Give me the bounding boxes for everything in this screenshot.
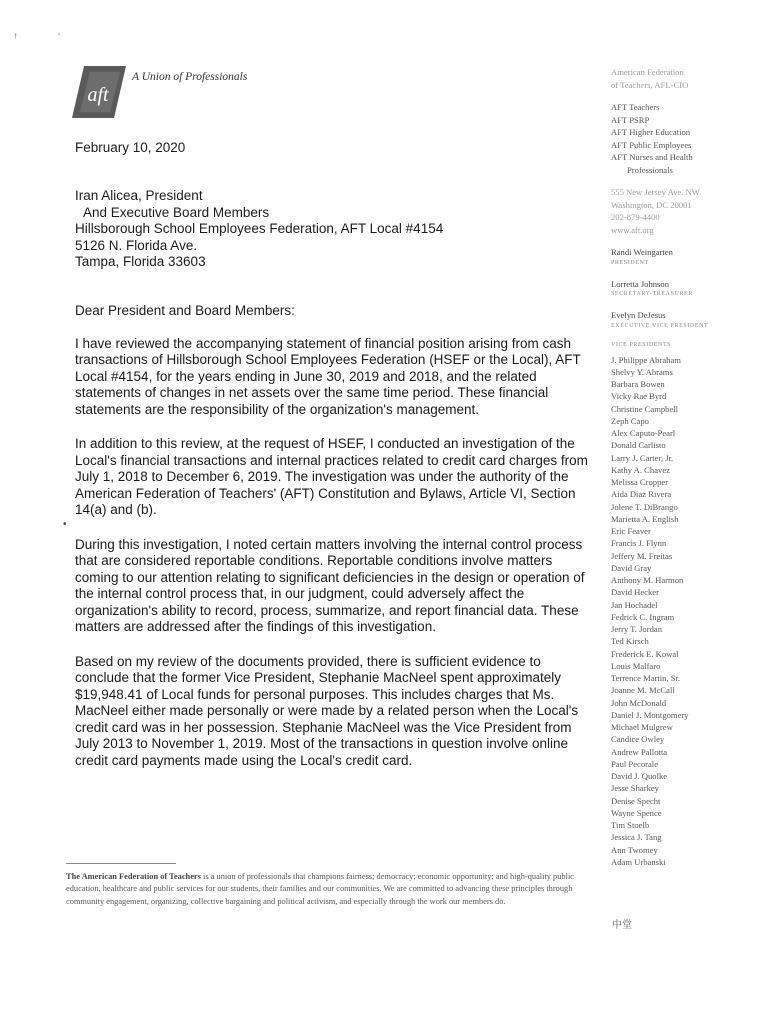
vice-president-name: Candice Owley [611,734,665,745]
recipient-address [75,188,595,271]
officer [611,246,761,268]
vice-president-name: Eric Feaver [611,526,651,536]
vice-president-name: Francis J. Flynn [611,538,667,549]
body-paragraph: During this investigation, I noted certain matters involving the internal control process that are considered reportable conditions. Reportable conditions involve matters coming to our attention relating to significant deficiencies in the design or operation of the internal control process that, in our judgment, could adversely affect the organization's ability to record, process, summarize, and report financial data. These matters are addressed after the findings of this investigation. [75,536,585,634]
vice-president-name: Christine Campbell [611,403,679,414]
officer-title: PRESIDENT [611,259,649,266]
vice-president-name: Jolene T. DiBrango [611,501,678,512]
address-line: Hillsborough School Employees Federation, AFT Local #4154 [75,221,444,236]
officer [611,309,761,331]
vice-president-name: Ted Kirsch [611,636,649,647]
officer [611,278,761,300]
website: www.aft.org [611,224,654,235]
vice-president-name: David Gray [611,562,652,573]
vice-president-name: Michael Mulgrew [611,722,673,732]
vice-president-name: Larry J. Carter, Jr. [611,452,674,463]
letter-date: February 10, 2020 [75,140,186,155]
letter-body [75,140,595,787]
address-line: 5126 N. Florida Ave. [75,237,198,253]
affiliate-item: AFT Public Employees [611,139,692,150]
address-line: Iran Alicea, President [75,188,203,203]
vice-presidents-list [611,354,761,869]
vice-president-name: Frederick E. Kowal [611,648,679,659]
body-paragraph: In addition to this review, at the request of HSEF, I conducted an investigation of the Local's financial transactions and internal practices related to credit card charges from July 1, 2018 to December 6, 2019. The investigation was under the authority of the American Federation of Teachers' (AFT) Constitution and Bylaws, Article VI, Section 14(a) and (b). [75,436,588,517]
vice-president-name: Daniel J. Montgomery [611,709,689,720]
vice-president-name: Ann Twomey [611,844,658,855]
footnote-lead: The American Federation of Teachers [66,872,201,881]
vice-president-name: Adam Urbanski [611,856,666,867]
vice-president-name: Barbara Bowen [611,379,665,389]
vice-president-name: David Hecker [611,587,659,598]
vice-president-name: Shelvy Y. Abrams [611,366,673,377]
vice-president-name: Alex Caputo-Pearl [611,428,676,438]
officer-title: EXECUTIVE VICE PRESIDENT [611,322,709,329]
vice-president-name: Aida Diaz Rivera [611,489,672,500]
margin-mark: • [63,519,67,530]
vice-president-name: Jessica J. Tang [611,832,662,843]
vice-president-name: Andrew Pallotta [611,746,668,757]
vice-president-name: Kathy A. Chavez [611,464,670,475]
vice-president-name: Jeffery M. Freitas [611,550,673,561]
vice-president-name: Anthony M. Harmon [611,575,684,585]
tagline: A Union of Professionals [132,71,248,83]
officer-name: Lorretta Johnson [611,278,669,289]
address-line: And Executive Board Members [83,204,270,220]
vice-president-name: Louis Malfaro [611,660,661,671]
vice-president-name: Melissa Cropper [611,477,669,487]
vice-president-name: Denise Specht [611,795,661,806]
vp-heading: VICE PRESIDENTS [611,341,672,348]
vice-president-name: Wayne Spence [611,807,662,818]
org-name-line: American Federation [611,67,684,77]
org-name-line: of Teachers, AFL-CIO [611,79,689,90]
affiliate-item: AFT Nurses and Health [611,152,693,162]
vice-president-name: Paul Pecorale [611,758,659,769]
address-line: Washington, DC 20001 [611,199,692,210]
vice-president-name: Marietta A. English [611,513,679,524]
footnote [66,871,586,908]
logo-letters: aft [87,84,109,106]
footnote-text: is a union of professionals that champions fairness; democracy; economic opportunity; and high-quality public education, healthcare and public services for our students, their families and our communities. We are committed to advancing these principles through community engagement, organizing, collective bargaining and political activism, and especially through the work our members do. [66,872,574,906]
vice-president-name: Jesse Sharkey [611,783,659,794]
aft-logo [70,64,128,120]
vice-president-name: J. Philippe Abraham [611,354,681,365]
vice-president-name: Jan Hochadel [611,599,658,610]
vice-president-name: Donald Carlisto [611,440,666,451]
officer-title: SECRETARY-TREASURER [611,291,693,297]
vice-president-name: John McDonald [611,697,667,708]
affiliate-item: Professionals [627,164,673,175]
officer-name: Evelyn DeJesus [611,310,666,320]
salutation: Dear President and Board Members: [75,302,295,318]
body-paragraph: I have reviewed the accompanying statement of financial position arising from cash transactions of Hillsborough School Employees Federation (HSEF or the Local), AFT Local #4154, for the years ending in June 30, 2019 and 2018, and the related statements of changes in net assets over the same time period. These financial statements are the responsibility of the organization's management. [75,335,581,417]
letterhead-sidebar [611,66,761,868]
officer-name: Randi Weingarten [611,247,673,257]
vice-president-name: David J. Quolke [611,771,668,781]
vice-president-name: Zeph Capo [611,415,649,426]
affiliates-list [611,101,761,176]
vice-president-name: Vicky Rae Byrd [611,391,667,402]
footnote-divider [66,863,176,864]
org-name [611,66,761,91]
org-address [611,186,761,236]
union-bug-stamp: 中堂 [612,920,632,931]
vice-president-name: Jerry T. Jordan [611,624,662,634]
scan-mark: " [58,34,61,40]
body-paragraph: Based on my review of the documents provided, there is sufficient evidence to conclude that the former Vice President, Stephanie MacNeel spent approximately $19,948.41 of Local funds for personal purposes. This includes charges that Ms. MacNeel either made personally or were made by a related person when the Local's credit card was in her possession. Stephanie MacNeel was the Vice President from July 2013 to November 1, 2019. Most of the transactions in question involve online credit card payments made using the Local's credit card. [75,653,579,768]
affiliate-item: AFT Teachers [611,102,660,112]
affiliate-item: AFT PSRP [611,114,650,125]
address-line: 555 New Jersey Ave. NW [611,187,700,197]
vice-president-name: Fedrick C. Ingram [611,611,675,622]
vice-president-name: Terrence Martin, Sr. [611,673,681,683]
affiliate-item: AFT Higher Education [611,127,691,137]
address-line: Tampa, Florida 33603 [75,254,206,269]
phone: 202-879-4400 [611,212,660,222]
vice-president-name: Joanne M. McCall [611,685,675,696]
vice-president-name: Tim Stoelb [611,820,650,830]
scan-mark: † [14,34,18,40]
